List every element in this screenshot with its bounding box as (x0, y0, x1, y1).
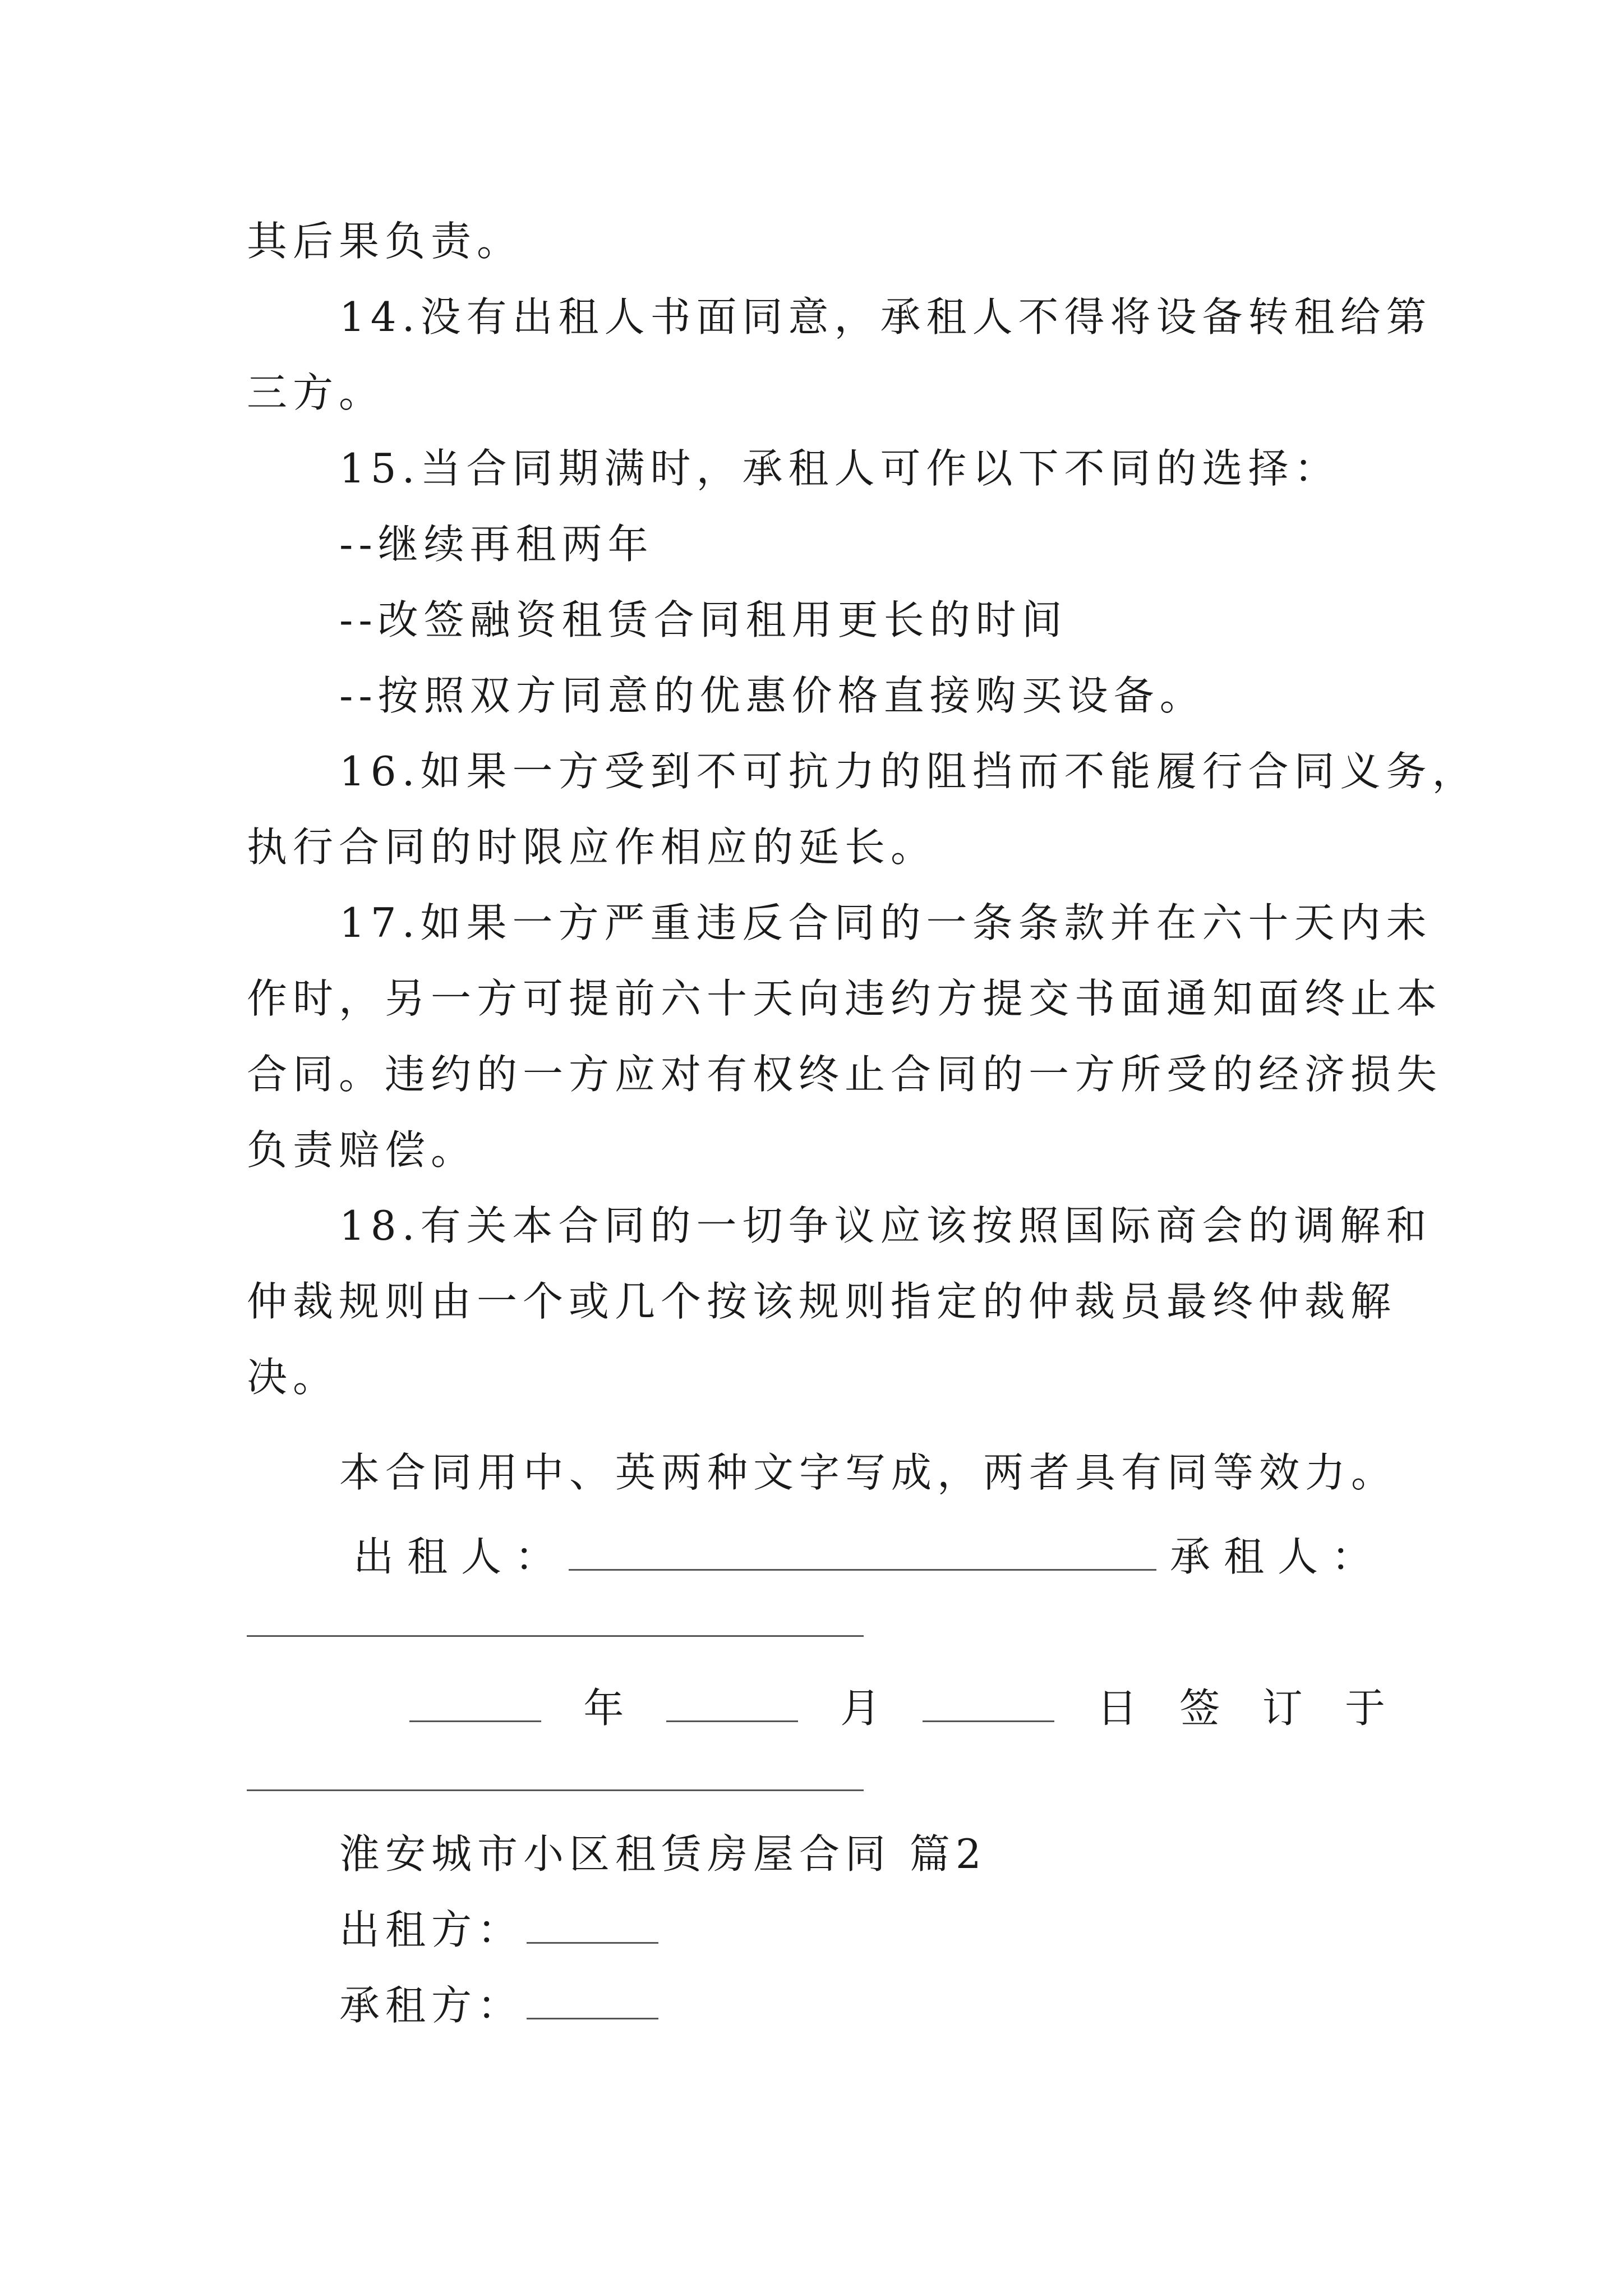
section-2-title: 淮安城市小区租赁房屋合同 篇2 (339, 1830, 987, 1878)
clause-14-line-1: 14.没有出租人书面同意，承租人不得将设备转租给第 (339, 293, 1432, 341)
clause-17-line-3: 合同。违约的一方应对有权终止合同的一方所受的经济损失 (247, 1051, 1443, 1098)
section-2-lessee-label: 承租方： (339, 1982, 524, 2029)
option-finance-lease: --改签融资租赁合同租用更长的时间 (339, 596, 1068, 643)
clause-16-line-1: 16.如果一方受到不可抗力的阻挡而不能履行合同义务， (339, 748, 1478, 795)
clause-17-line-4: 负责赔偿。 (247, 1126, 477, 1174)
year-label: 年 (583, 1685, 624, 1732)
clause-14-line-2: 三方。 (247, 369, 385, 416)
at-label: 于 (1344, 1685, 1385, 1732)
option-renew: --继续再租两年 (339, 521, 654, 568)
clause-18-line-3: 决。 (247, 1354, 339, 1401)
sign-label: 签 (1179, 1685, 1220, 1732)
month-label: 月 (840, 1685, 881, 1732)
clause-18-line-1: 18.有关本合同的一切争议应该按照国际商会的调解和 (339, 1202, 1432, 1249)
signature-row (353, 1529, 1385, 1585)
ding-label: 订 (1262, 1685, 1303, 1732)
date-row (409, 1680, 1385, 1736)
clause-17-line-1: 17.如果一方严重违反合同的一条条款并在六十天内未 (339, 899, 1432, 946)
lessee-label: 承租人： (1169, 1533, 1385, 1580)
clause-18-line-2: 仲裁规则由一个或几个按该规则指定的仲裁员最终仲裁解 (247, 1278, 1397, 1325)
paragraph-13-end: 其后果负责。 (247, 218, 523, 265)
signing-place-line[interactable] (247, 1789, 864, 1791)
section-2-lessor-blank[interactable] (527, 1942, 658, 1944)
clause-16-line-2: 执行合同的时限应作相应的延长。 (247, 823, 937, 871)
lessee-signature-line[interactable] (247, 1635, 864, 1637)
section-2-lessee-line (339, 1977, 662, 2033)
year-blank[interactable] (409, 1720, 541, 1722)
day-blank[interactable] (923, 1720, 1054, 1722)
lessor-label: 出租人： (353, 1533, 569, 1580)
day-label: 日 (1096, 1685, 1137, 1732)
month-blank[interactable] (666, 1720, 798, 1722)
language-clause: 本合同用中、英两种文字写成，两者具有同等效力。 (339, 1449, 1398, 1496)
lessor-signature-blank[interactable] (569, 1569, 1156, 1571)
section-2-lessor-line (339, 1902, 662, 1958)
option-purchase: --按照双方同意的优惠价格直接购买设备。 (339, 672, 1206, 719)
clause-17-line-2: 作时，另一方可提前六十天向违约方提交书面通知面终止本 (247, 975, 1443, 1022)
section-2-lessor-label: 出租方： (339, 1906, 524, 1953)
clause-15: 15.当合同期满时，承租人可作以下不同的选择： (339, 445, 1340, 492)
section-2-lessee-blank[interactable] (527, 2018, 658, 2019)
